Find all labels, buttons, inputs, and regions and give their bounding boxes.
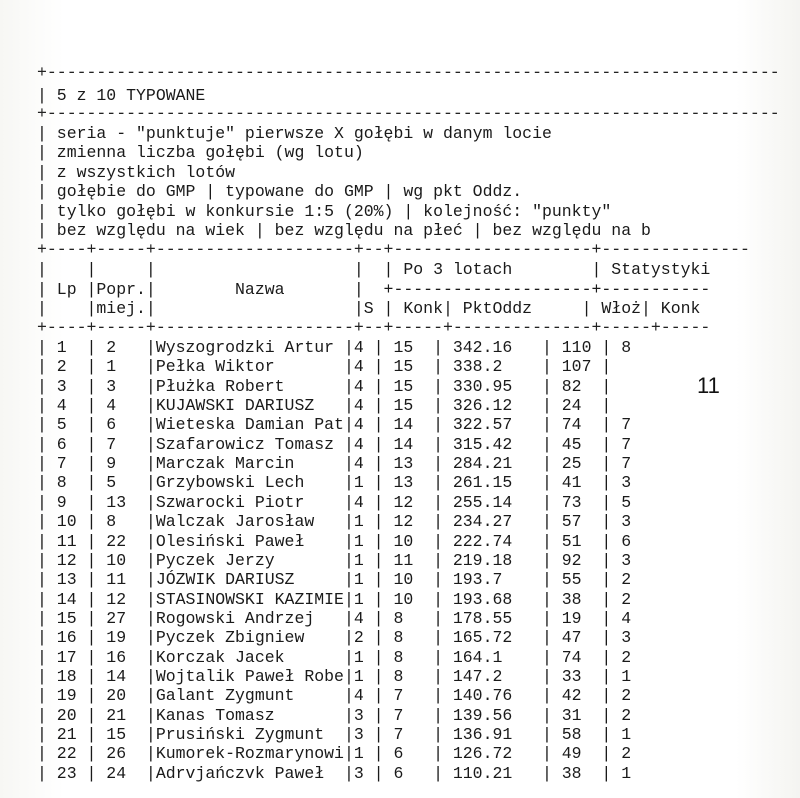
table-row: | 8 | 5 |Grzybowski Lech |1 | 13 | 261.15 | 41 | 3 — [37, 473, 632, 493]
table-row: | 19 | 20 |Galant Zygmunt |4 | 7 | 140.76 | 42 | 2 — [37, 686, 632, 706]
table-row: | 21 | 15 |Prusiński Zygmunt |3 | 7 | 136.91 | 58 | 1 — [37, 725, 632, 744]
table-row: | 12 | 10 |Pyczek Jerzy |1 | 11 | 219.18 | 92 | 3 — [37, 550, 632, 570]
description-line: | seria - "punktuje" pierwsze X gołębi w danym locie — [37, 124, 552, 143]
top-separator: +-------------------------------------------------------------------------- — [37, 63, 780, 82]
table-row: | 4 | 4 |KUJAWSKI DARIUSZ |4 | 15 | 326.12 | 24 | — [37, 396, 622, 416]
table-header-row: | Lp |Popr.| Nazwa | +--------------------+----------- — [37, 280, 711, 299]
report-title: | 5 z 10 TYPOWANE — [37, 86, 206, 105]
table-row: | 11 | 22 |Olesiński Paweł |1 | 10 | 222.74 | 51 | 6 — [37, 531, 632, 551]
description-line: | gołębie do GMP | typowane do GMP | wg pkt Oddz. — [37, 182, 523, 201]
description-line: | bez względu na wiek | bez względu na płeć | bez względu na b — [37, 221, 651, 240]
title-separator: +-------------------------------------------------------------------------- — [37, 104, 780, 123]
table-row: | 15 | 27 |Rogowski Andrzej |4 | 8 | 178.55 | 19 | 4 — [37, 608, 632, 628]
table-row: | 22 | 26 |Kumorek-Rozmarynowi|1 | 6 | 126.72 | 49 | 2 — [37, 744, 632, 764]
body-separator: +----+-----+--------------------+--+-----+--------------+-----+----- — [37, 318, 711, 337]
table-row: | 18 | 14 |Wojtalik Paweł Robe|1 | 8 | 147.2 | 33 | 1 — [37, 666, 632, 686]
table-row: | 2 | 1 |Pełka Wiktor |4 | 15 | 338.2 | 107 | — [37, 357, 622, 377]
table-row: | 7 | 9 |Marczak Marcin |4 | 13 | 284.21 | 25 | 7 — [37, 454, 632, 474]
header-separator: +----+-----+--------------------+--+--------------------+--------------- — [37, 240, 750, 259]
table-row: | 13 | 11 |JÓZWIK DARIUSZ |1 | 10 | 193.7 | 55 | 2 — [37, 570, 632, 590]
table-row: | 10 | 8 |Walczak Jarosław |1 | 12 | 234.27 | 57 | 3 — [37, 512, 632, 532]
table-row: | 17 | 16 |Korczak Jacek |1 | 8 | 164.1 | 74 | 2 — [37, 647, 632, 667]
table-row: | 23 | 24 |Adrvjańczvk Paweł |3 | 6 | 110.21 | 38 | 1 — [37, 763, 632, 783]
table-row: | 5 | 6 |Wieteska Damian Pat|4 | 14 | 322.57 | 74 | 7 — [37, 415, 632, 435]
table-row: | 3 | 3 |Płużka Robert |4 | 15 | 330.95 | 82 | — [37, 376, 622, 396]
handwritten-number: 11 — [697, 373, 720, 398]
table-row: | 14 | 12 |STASINOWSKI KAZIMIE|1 | 10 | 193.68 | 38 | 2 — [37, 589, 632, 609]
table-row: | 1 | 2 |Wyszogrodzki Artur |4 | 15 | 342.16 | 110 | 8 — [37, 338, 632, 357]
description-line: | tylko gołębi w konkursie 1:5 (20%) | kolejność: "punkty" — [37, 202, 612, 221]
table-row: | 20 | 21 |Kanas Tomasz |3 | 7 | 139.56 | 31 | 2 — [37, 705, 632, 725]
table-row: | 6 | 7 |Szafarowicz Tomasz |4 | 14 | 315.42 | 45 | 7 — [37, 434, 632, 454]
description-line: | zmienna liczba gołębi (wg lotu) — [37, 143, 364, 162]
description-line: | z wszystkich lotów — [37, 163, 236, 182]
table-row: | 16 | 19 |Pyczek Zbigniew |2 | 8 | 165.72 | 47 | 3 — [37, 628, 632, 648]
table-header-row: | |miej.| |S | Konk| PktOddz | Włoż| Konk — [37, 299, 701, 318]
table-header-row: | | | | | Po 3 lotach | Statystyki — [37, 260, 711, 279]
table-row: | 9 | 13 |Szwarocki Piotr |4 | 12 | 255.14 | 73 | 5 — [37, 492, 632, 512]
